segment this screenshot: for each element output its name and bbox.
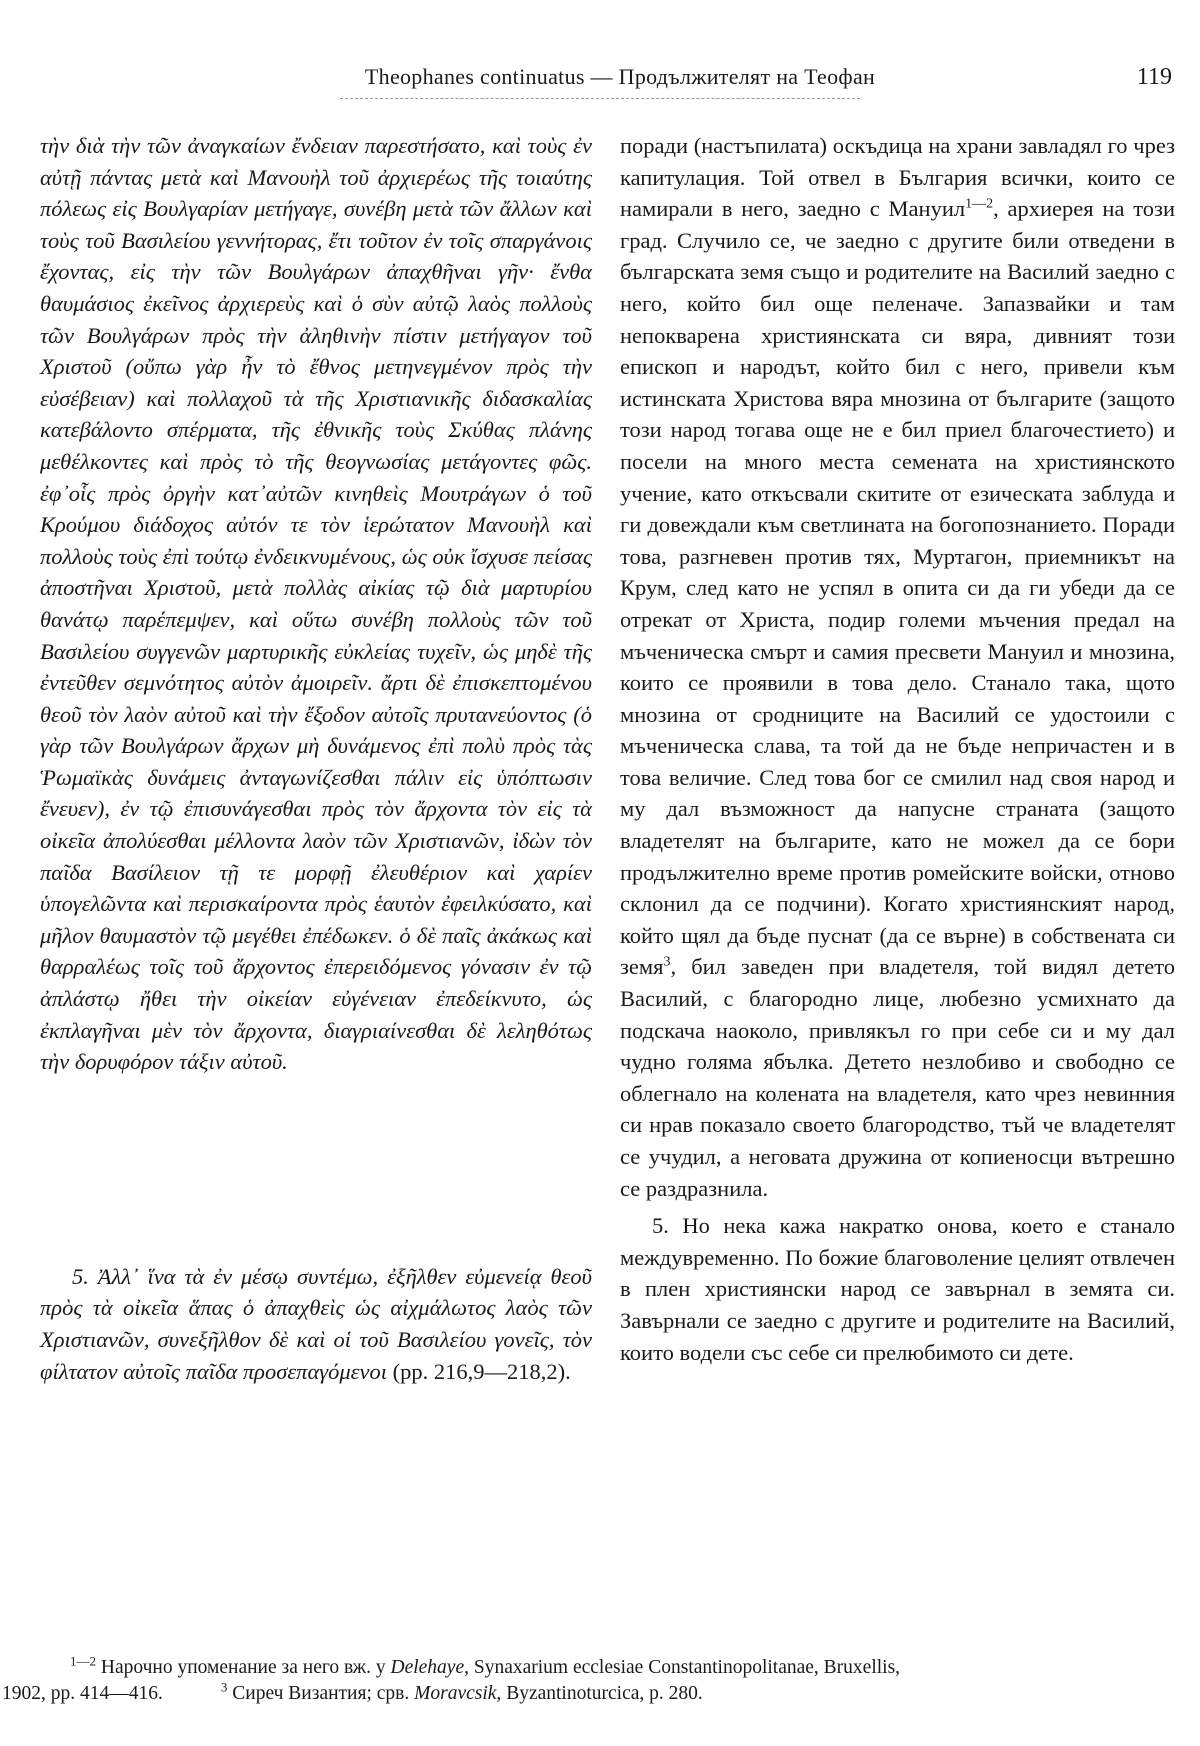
footnote-1 — [0, 1655, 1200, 1681]
bulgarian-paragraph-1-part-b: , архиерея на този град. Случило се, че заедно с другите били отведени в българската земя също и родителите на Василий заедно с него, който бил още пеленаче. Запазвайки и там непокварена християнската си вяра, дивният този епископ и народът, който бил с него, привели към истинската Христова вяра мнозина от българите (защото този народ тогава още не е бил приел благочестието) и посели на много места семената на християнското учение, като откъсвали скитите от езическата заблуда и ги довеждали към светлината на богопознанието. Поради това, разгневен против тях, Муртагон, приемникът на Крум, след като не успял в опита си да ги убеди да се отрекат от Христа, подир големи мъчения предал на мъченическа смърт и самия пресвети Мануил и мнозина, които се проявили в това дело. Станало така, щото мнозина от сродниците на Василий се удостоили с мъченическа слава, та той да не бъде непричастен и в това величие. След това бог се смилил над своя народ и му дал възможност да напусне страната (защото владетелят на българите, като не можел да се бори продължително време против ромейските войски, отново склонил да се подчини). Когато християнският народ, който щял да бъде пуснат (да се върне) в собствената си земя — [620, 196, 1175, 980]
footnote-3-work: Byzantinoturcica, p. 280. — [501, 1683, 703, 1704]
bulgarian-paragraph-2: 5. Но нека кажа накратко онова, което е станало междувременно. По божие благоволение целият отвлечен в плен християнски народ се завърнал в земята си. Завърнали се заедно с другите и родителите на Василий, които водели със себе си прелюбимото си дете. — [620, 1213, 1175, 1365]
bulgarian-paragraph-1-part-a: поради (настъпилата) оскъдица на храни завладял го чрез капитулация. Той отвел в България всички, които се намирали в него, заедно с Мануил — [620, 133, 1175, 222]
bulgarian-paragraph-1-part-c: , бил заведен при владетеля, той видял детето Василий, с благородно лице, любезно усмихнато да подскача наоколо, привлякъл го при себе си и му дал чудно голяма ябълка. Детето незлобиво и свободно се облегнало на колената на владетеля, като чрез невинния си нрав показало своето благородство, тъй че владетелят се учудил, а неговата дружина от копиеносци вътрешно се раздразнила. — [620, 954, 1175, 1201]
footnote-1-pages: 1902, pp. 414—416. — [2, 1683, 163, 1704]
footnote-3-author: Moravcsik, — [414, 1683, 502, 1704]
footnote-reference-1: 1—2 — [965, 196, 994, 212]
bulgarian-paragraph-1 — [620, 130, 1175, 1204]
greek-column — [40, 130, 592, 1387]
footnote-3-text: Сиреч Византия; срв. — [227, 1683, 415, 1704]
page-number: 119 — [1136, 64, 1172, 90]
footnote-mark-1: 1—2 — [70, 1653, 96, 1669]
greek-paragraph-2-text: 5. Ἀλλ᾽ ἵνα τὰ ἐν μέσῳ συντέμω, ἐξῆλθεν εὐμενείᾳ θεοῦ πρὸς τὰ οἰκεῖα ἅπας ὁ ἀπαχθεὶς ὡς αἰχμάλωτος λαὸς τῶν Χριστιανῶν, συνεξῆλθον δὲ καὶ οἱ τοῦ Βασιλείου γονεῖς, τὸν φίλτατον αὐτοῖς παῖδα προσεπαγόμενοι — [40, 1263, 592, 1384]
footnote-reference-3: 3 — [663, 954, 671, 970]
greek-paragraph-1: τὴν διὰ τὴν τῶν ἀναγκαίων ἔνδειαν παρεστήσατο, καὶ τοὺς ἐν αὐτῇ πάντας μετὰ καὶ Μανουὴλ τοῦ ἀρχιερέως τῆς τοιαύτης πόλεως εἰς Βουλγαρίαν μετήγαγε, συνέβη μετὰ τῶν ἄλλων καὶ τοὺς τοῦ Βασιλείου γεννήτορας, ἔτι τοῦτον ἐν τοῖς σπαργάνοις ἔχοντας, εἰς τὴν τῶν Βουλγάρων ἀπαχθῆναι γῆν· ἔνθα θαυμάσιος ἐκεῖνος ἀρχιερεὺς καὶ ὁ σὺν αὐτῷ λαὸς πολλοὺς τῶν Βουλγάρων πρὸς τὴν ἀληθινὴν πίστιν μετήγαγον τοῦ Χριστοῦ (οὔπω γὰρ ἦν τὸ ἔθνος μετηνεγμένον πρὸς τὴν εὐσέβειαν) καὶ πολλαχοῦ τὰ τῆς Χριστιανικῆς διδασκαλίας κατεβάλοντο σπέρματα, τῆς ἐθνικῆς τοὺς Σκύθας πλάνης μεθέλκοντες καὶ πρὸς τὸ τῆς θεογνωσίας μετάγοντες φῶς. ἐφ᾽οἷς πρὸς ὀργὴν κατ᾽αὐτῶν κινηθεὶς Μουτράγων ὁ τοῦ Κρούμου διάδοχος αὐτόν τε τὸν ἱερώτατον Μανουὴλ καὶ πολλοὺς τοὺς ἐπὶ τούτῳ ἐνδεικνυμένους, ὡς οὐκ ἴσχυσε πείσας ἀποστῆναι Χριστοῦ, μετὰ πολλὰς αἰκίας τῷ διὰ μαρτυρίου θανάτῳ παρέπεμψεν, καὶ οὕτω συνέβη πολλοὺς τῶν τοῦ Βασιλείου συγγενῶν μαρτυρικῆς εὐκλείας τυχεῖν, ὡς μηδὲ τῆς ἐντεῦθεν σεμνότητος αὐτὸν ἀμοιρεῖν. ἄρτι δὲ ἐπισκεπτομένου θεοῦ τὸν λαὸν αὐτοῦ καὶ τὴν ἔξοδον αὐτοῖς πρυτανεύοντος (ὁ γὰρ τῶν Βουλγάρων ἄρχων μὴ δυνάμενος ἐπὶ πολὺ πρὸς τὰς Ῥωμαϊκὰς δυνάμεις ἀνταγωνίζεσθαι πάλιν εἰς ὑπόπτωσιν ἔνευεν), ἐν τῷ ἐπισυνάγεσθαι πρὸς τὸν ἄρχοντα τὸν εἰς τὰ οἰκεῖα ἀπολύεσθαι μέλλοντα λαὸν τῶν Χριστιανῶν, ἰδὼν τὸν παῖδα Βασίλειον τῇ τε μορφῇ ἐλευθέριον καὶ χαρίεν ὑπογελῶντα καὶ περισκαίροντα πρὸς ἑαυτὸν ἐφειλκύσατο, καὶ μῆλον θαυμαστὸν τῷ μεγέθει ἐπέδωκεν. ὁ δὲ παῖς ἀκάκως καὶ θαρραλέως τοῖς τοῦ ἄρχοντος ἐπερειδόμενος γόνασιν ἐν τῷ ἀπλάστῳ ἤθει τὴν οἰκείαν εὐγένειαν ἐπεδείκνυτο, ὡς ἐκπλαγῆναι μὲν τὸν ἄρχοντα, διαγριαίνεσθαι δὲ λεληθότως τὴν δορυφόρον τάξιν αὐτοῦ. — [40, 133, 592, 1075]
header-rule — [340, 98, 860, 99]
footnote-1-author: Delehaye, — [390, 1657, 469, 1678]
footnote-mark-3: 3 — [220, 1679, 228, 1695]
source-citation: (pp. 216,9—218,2). — [392, 1358, 571, 1384]
footnote-1-text: Нарочно упоменание за него вж. у — [96, 1657, 391, 1678]
footnotes — [0, 1655, 1200, 1707]
greek-paragraph-2 — [40, 1261, 592, 1387]
footnote-2 — [0, 1681, 1200, 1707]
bulgarian-column — [620, 130, 1175, 1368]
page-header — [0, 60, 1200, 100]
footnote-1-work: Synaxarium ecclesiae Constantinopolitanae, Bruxellis, — [468, 1657, 901, 1678]
running-title: Theophanes continuatus — Продължителят на Теофан — [364, 64, 876, 89]
